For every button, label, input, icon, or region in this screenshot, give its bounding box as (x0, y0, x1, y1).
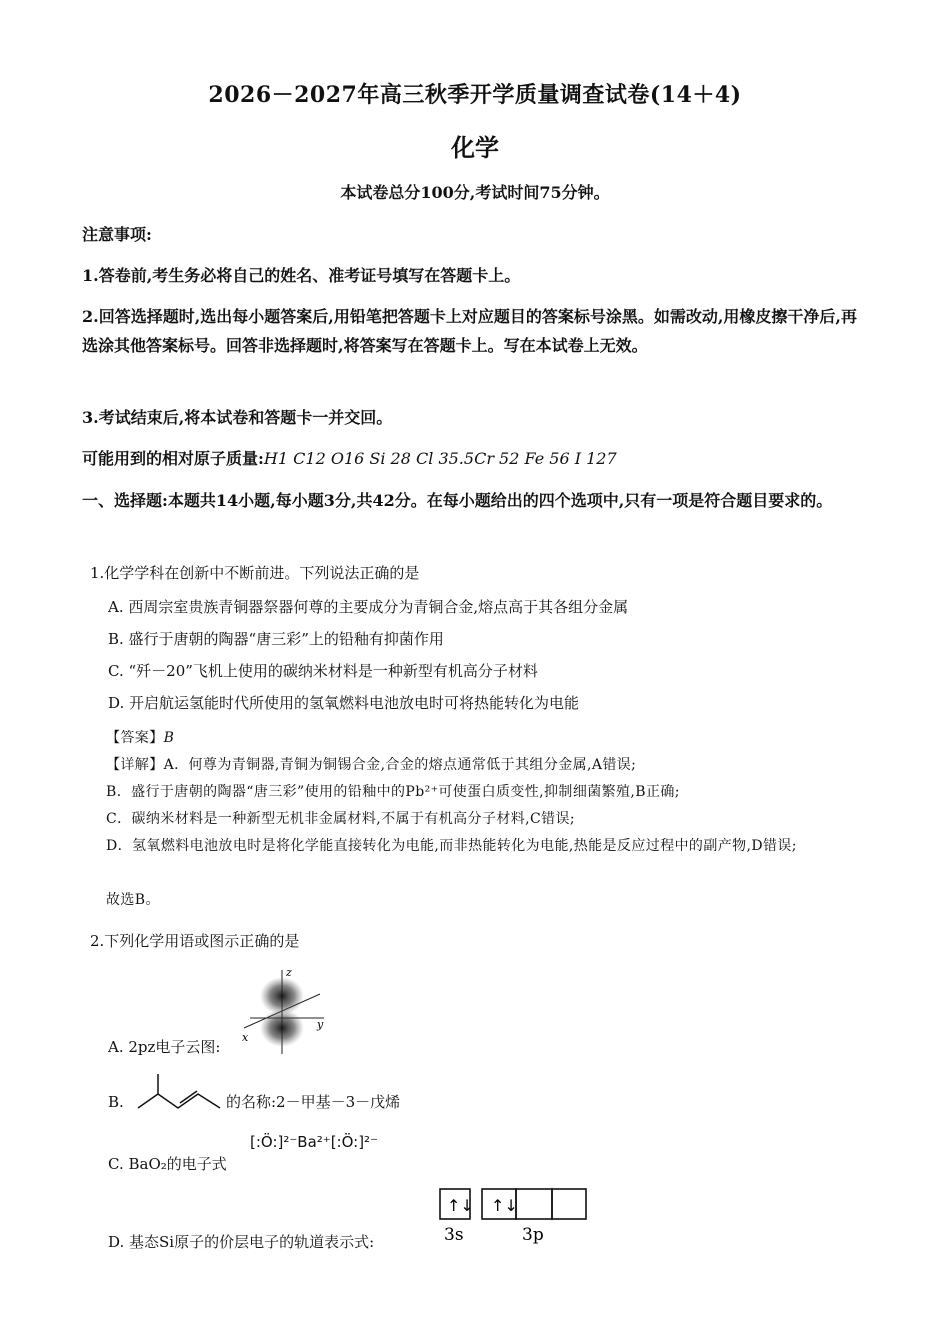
q1-detail-a (106, 752, 876, 778)
orbital-diagram (436, 1186, 592, 1248)
q1-detail-d: D．氢氧燃料电池放电时是将化学能直接转化为电能,而非热能转化为电能,热能是反应过程中的副产物,D错误; (106, 838, 797, 854)
answer-label: 【答案】 (106, 730, 164, 746)
q1-stem: 1.化学学科在创新中不断前进。下列说法正确的是 (90, 564, 420, 582)
q1-detail-b: B．盛行于唐朝的陶器“唐三彩”使用的铅釉中的Pb²⁺可使蛋白质变性,抑制细菌繁殖,B正确; (106, 784, 680, 800)
exam-meta: 本试卷总分100分,考试时间75分钟。 (340, 183, 610, 202)
svg-text:↑↓: ↑↓ (491, 1196, 518, 1215)
skeletal-formula (134, 1070, 224, 1114)
q1-detail-c: C．碳纳米材料是一种新型无机非金属材料,不属于有机高分子材料,C错误; (106, 811, 576, 827)
q1-conclusion: 故选B。 (106, 892, 160, 908)
svg-text:↑↓: ↑↓ (447, 1196, 474, 1215)
q1-option-b: B. 盛行于唐朝的陶器“唐三彩”上的铅釉有抑菌作用 (108, 630, 444, 648)
atomic-mass-label: 可能用到的相对原子质量: (82, 449, 264, 468)
subject-title: 化学 (451, 133, 499, 162)
note-item-2: 2.回答选择题时,选出每小题答案后,用铅笔把答题卡上对应题目的答案标号涂黑。如需改动,用橡皮擦干净后,再选涂其他答案标号。回答非选择题时,将答案写在答题卡上。写在本试卷上无效。 (82, 307, 857, 355)
label-3s: 3s (444, 1225, 464, 1245)
note-item-1: 1.答卷前,考生务必将自己的姓名、准考证号填写在答题卡上。 (82, 266, 521, 285)
answer-value: B (163, 730, 175, 746)
q1-option-d: D. 开启航运氢能时代所使用的氢氧燃料电池放电时可将热能转化为电能 (108, 694, 580, 712)
note-item-3: 3.考试结束后,将本试卷和答题卡一并交回。 (82, 408, 393, 427)
bao2-electron-formula: [:Ö:]²⁻Ba²⁺[:Ö:]²⁻ (250, 1133, 378, 1151)
q1-answer (106, 725, 876, 751)
orbital-3p-2 (516, 1189, 552, 1219)
y-axis-label: y (317, 1018, 324, 1031)
q2-stem: 2.下列化学用语或图示正确的是 (90, 932, 300, 950)
detail-label: 【详解】 (106, 757, 164, 773)
atomic-mass-line (82, 444, 872, 473)
detail-text: A．何尊为青铜器,青铜为铜锡合金,合金的熔点通常低于其组分金属,A错误; (163, 757, 637, 773)
atomic-mass-values: H1 C12 O16 Si 28 Cl 35.5Cr 52 Fe 56 I 127 (263, 449, 617, 468)
q2-option-d: D. 基态Si原子的价层电子的轨道表示式: (108, 1233, 375, 1251)
label-3p: 3p (522, 1225, 544, 1245)
q2-option-c: C. BaO₂的电子式 (108, 1155, 227, 1173)
q2-option-b-prefix: B. (108, 1093, 124, 1111)
exam-title: 2026－2027年高三秋季开学质量调查试卷(14＋4) (208, 82, 742, 108)
q2-option-b: 的名称:2－甲基－3－戊烯 (226, 1093, 401, 1111)
section1-heading: 一、选择题:本题共14小题,每小题3分,共42分。在每小题给出的四个选项中,只有一项是符合题目要求的。 (82, 491, 833, 510)
notes-heading: 注意事项: (82, 225, 152, 244)
q1-option-a: A. 西周宗室贵族青铜器祭器何尊的主要成分为青铜合金,熔点高于其各组分金属 (108, 598, 629, 616)
orbital-3p-3 (552, 1189, 586, 1219)
q1-option-c: C. “歼－20”飞机上使用的碳纳米材料是一种新型有机高分子材料 (108, 662, 538, 680)
x-axis-label: x (242, 1031, 249, 1044)
z-axis-label: z (286, 966, 292, 979)
q2-option-a: A. 2pz电子云图: (108, 1038, 221, 1056)
